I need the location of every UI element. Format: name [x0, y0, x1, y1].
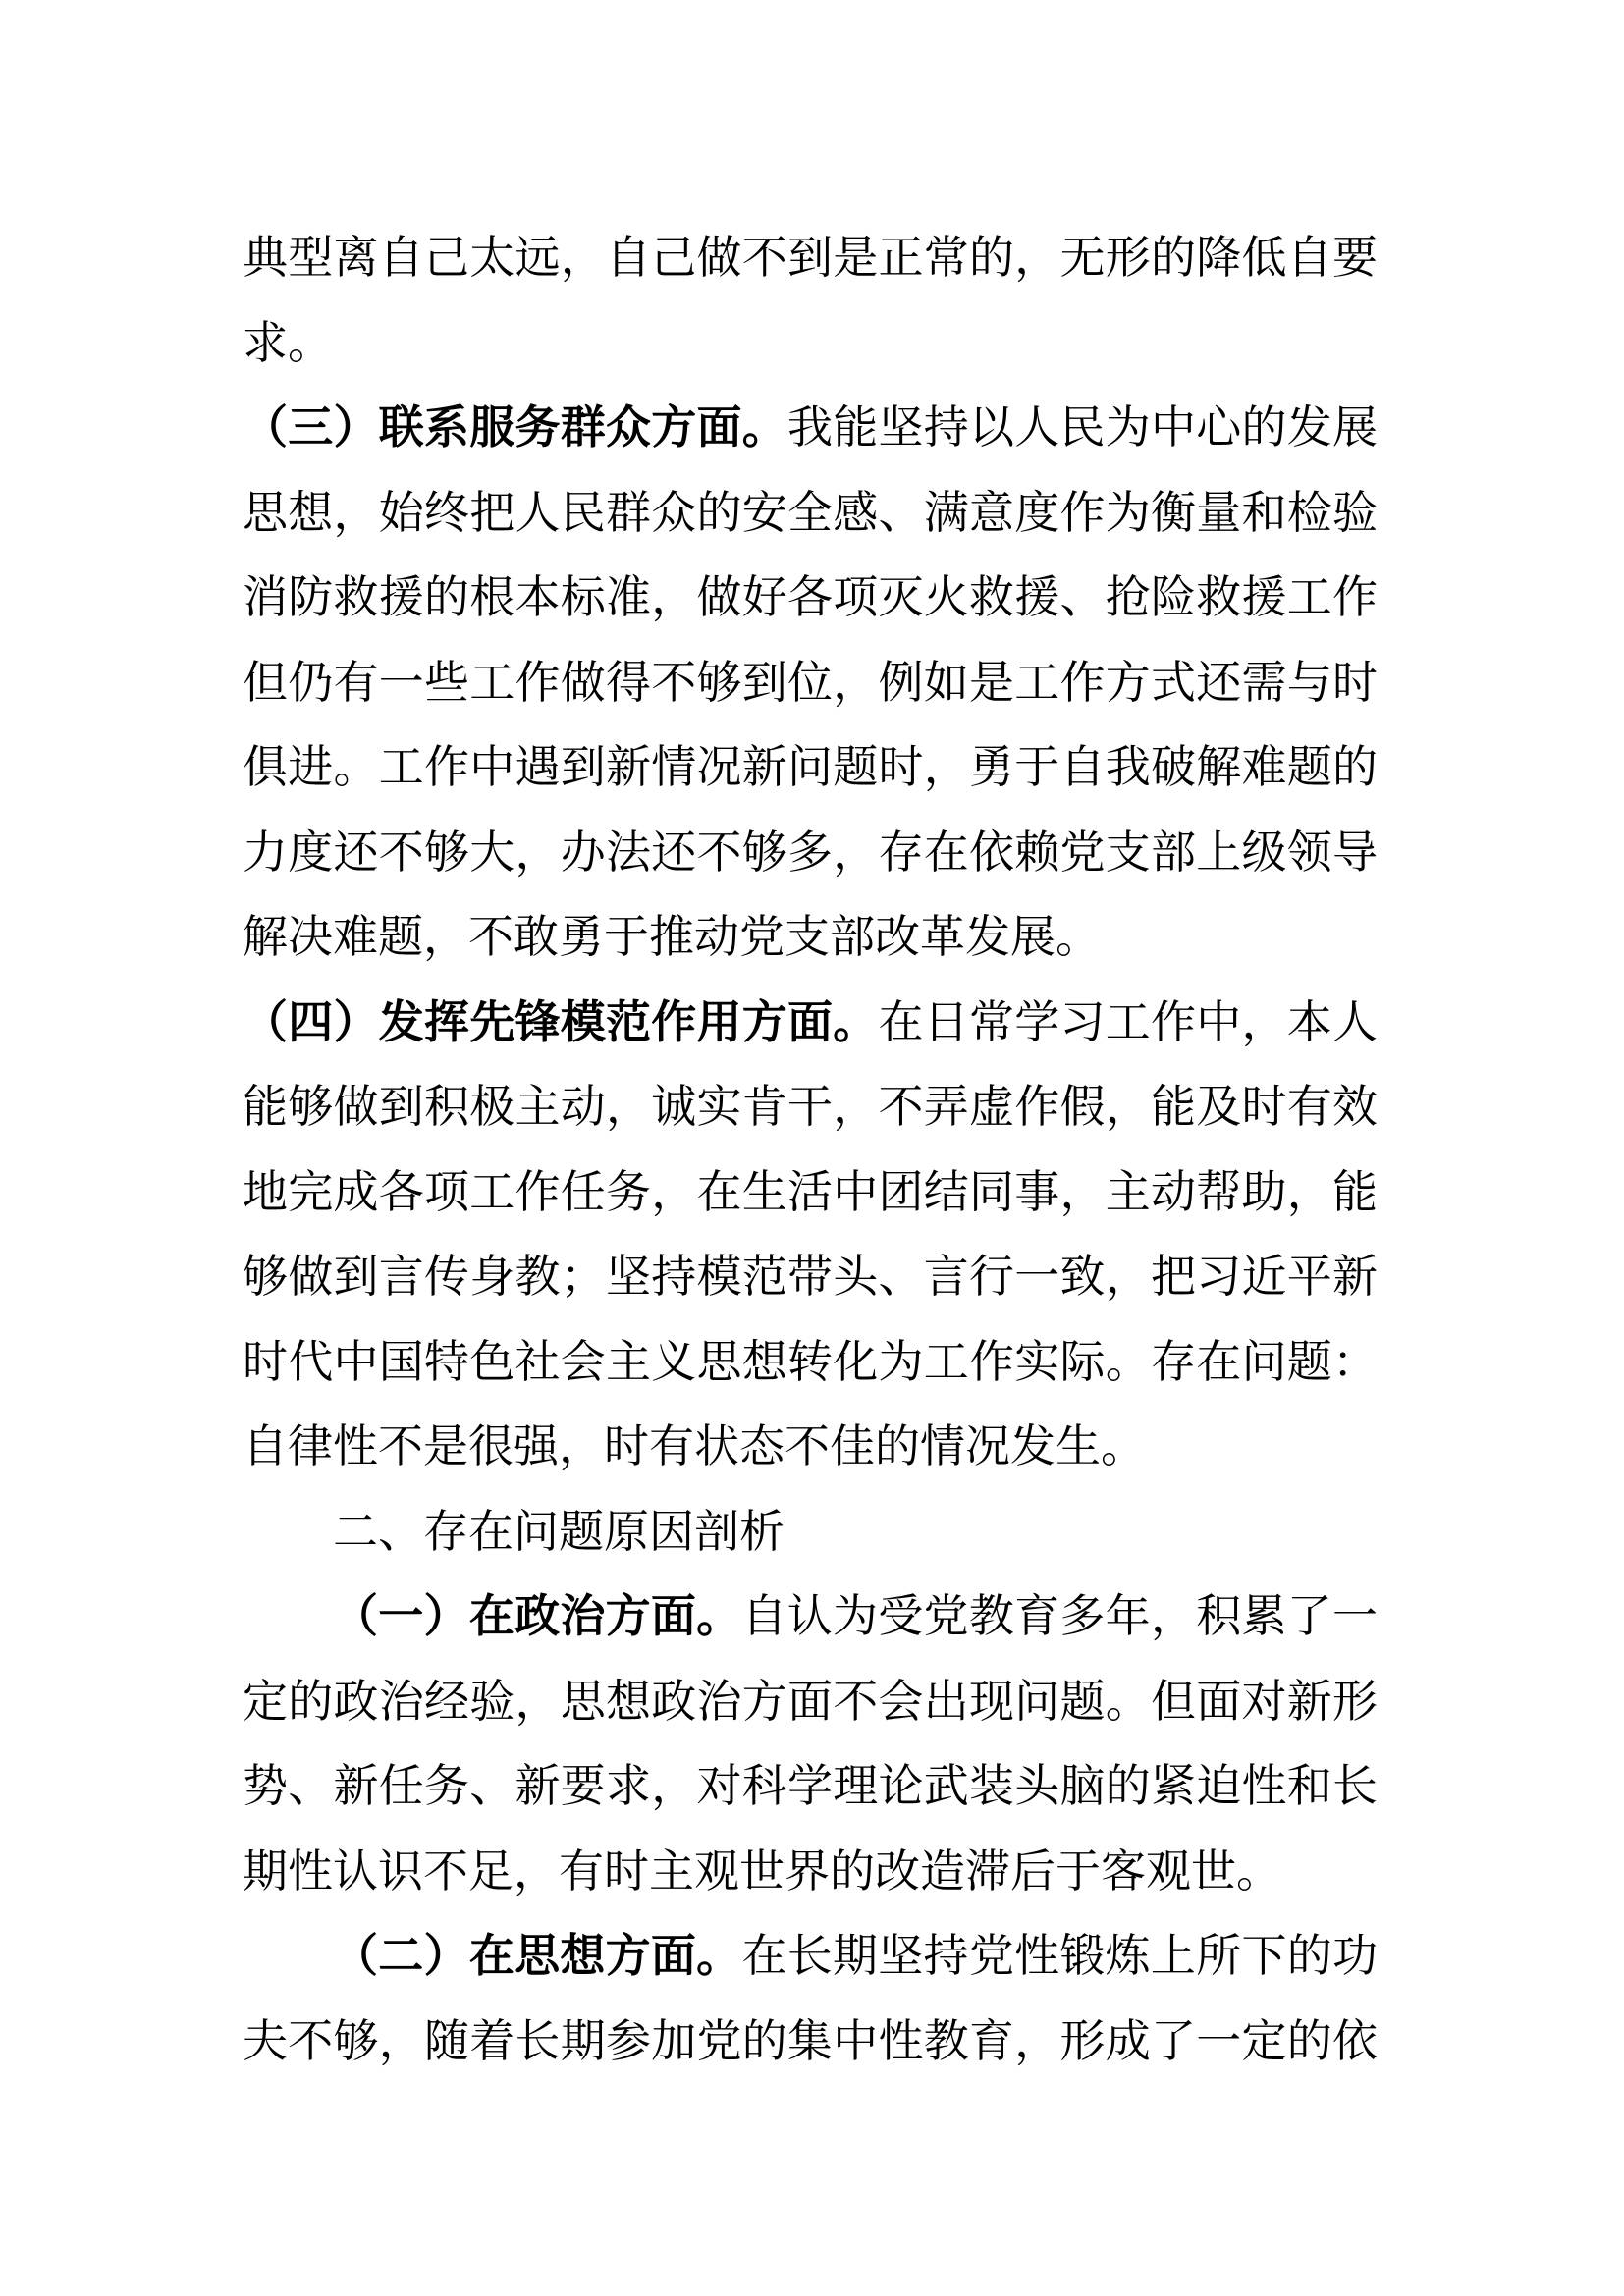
text-line [243, 1064, 1378, 1149]
text-line [243, 470, 1378, 556]
line-text: 能够做到积极主动，诚实肯干，不弄虚作假，能及时有效 [243, 1081, 1378, 1132]
text-line [243, 1659, 1378, 1744]
text-line [243, 1999, 1378, 2084]
line-text: 力度还不够大，办法还不够多，存在依赖党支部上级领导 [243, 826, 1378, 878]
text-line [243, 1829, 1378, 1914]
text-line-heading-2 [243, 1489, 1378, 1575]
line-text: 够做到言传身教；坚持模范带头、言行一致，把习近平新 [243, 1251, 1378, 1302]
text-line [243, 1234, 1378, 1319]
line-text: 俱进。工作中遇到新情况新问题时，勇于自我破解难题的 [243, 741, 1378, 792]
line-text: 我能坚持以人民为中心的发展 [787, 401, 1378, 453]
text-line [243, 980, 1378, 1065]
text-line [243, 385, 1378, 470]
text-line [243, 724, 1378, 810]
text-line [243, 1319, 1378, 1405]
line-text: 势、新任务、新要求，对科学理论武装头脑的紧迫性和长 [243, 1760, 1378, 1811]
document-body [243, 215, 1378, 2083]
line-text: 典型离自己太远，自己做不到是正常的，无形的降低自要 [243, 232, 1378, 283]
line-text: 在日常学习工作中，本人 [878, 995, 1378, 1047]
text-line [243, 215, 1378, 300]
section-heading: （三）联系服务群众方面。 [243, 401, 787, 453]
section-heading: （二）在思想方面。 [333, 1930, 742, 1981]
section-heading: （一）在政治方面。 [333, 1590, 742, 1641]
text-line [243, 640, 1378, 725]
line-text: 自律性不是很强，时有状态不佳的情况发生。 [243, 1420, 1146, 1471]
text-line [243, 1574, 1378, 1659]
text-line [243, 1149, 1378, 1235]
line-text: 在长期坚持党性锻炼上所下的功 [741, 1930, 1379, 1981]
line-text: 消防救援的根本标准，做好各项灭火救援、抢险救援工作 [243, 571, 1378, 622]
line-text: 解决难题，不敢勇于推动党支部改革发展。 [243, 911, 1101, 962]
text-line [243, 555, 1378, 640]
line-text: 定的政治经验，思想政治方面不会出现问题。但面对新形 [243, 1675, 1378, 1727]
line-text: 夫不够，随着长期参加党的集中性教育，形成了一定的依 [243, 2014, 1378, 2066]
text-line [243, 1743, 1378, 1829]
text-line [243, 1404, 1378, 1489]
line-text: 自认为受党教育多年，积累了一 [741, 1590, 1379, 1641]
text-line [243, 1913, 1378, 1999]
line-text: 思想，始终把人民群众的安全感、满意度作为衡量和检验 [243, 486, 1378, 538]
line-text: 求。 [243, 316, 333, 368]
line-text: 但仍有一些工作做得不够到位，例如是工作方式还需与时 [243, 656, 1378, 708]
line-text: 二、存在问题原因剖析 [333, 1505, 785, 1557]
text-line [243, 810, 1378, 895]
line-text: 时代中国特色社会主义思想转化为工作实际。存在问题： [243, 1335, 1378, 1387]
section-heading: （四）发挥先锋模范作用方面。 [243, 995, 879, 1047]
line-text: 地完成各项工作任务，在生活中团结同事，主动帮助，能 [243, 1165, 1378, 1217]
text-line [243, 300, 1378, 386]
line-text: 期性认识不足，有时主观世界的改造滞后于客观世。 [243, 1844, 1281, 1896]
text-line [243, 894, 1378, 980]
